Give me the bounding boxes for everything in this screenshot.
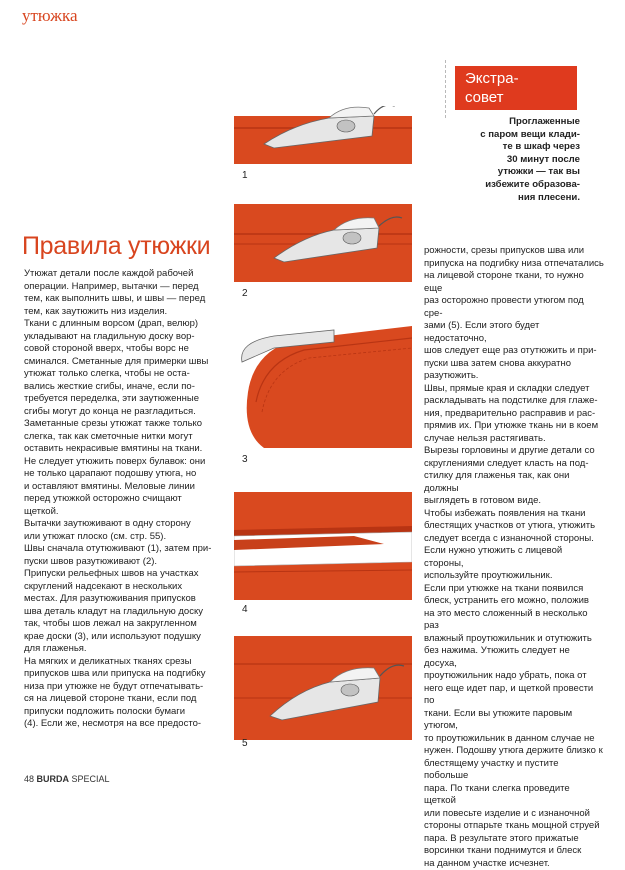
figure-3-number: 3 xyxy=(242,454,248,465)
figure-2-number: 2 xyxy=(242,288,248,299)
tip-line: утюжки — так вы xyxy=(478,166,580,179)
text-line: случае нельзя растягивать. xyxy=(424,433,604,446)
text-line: влажный проутюжильник и отутюжить xyxy=(424,633,604,646)
paragraph xyxy=(24,568,216,656)
text-line: совой стороной вверх, чтобы ворс не xyxy=(24,343,216,356)
text-line: так, чтобы шов лежал на закругленном xyxy=(24,618,216,631)
text-line: перед утюжкой осторожно счищают xyxy=(24,493,216,506)
extra-tip-box xyxy=(455,66,577,110)
text-line: то проутюжильник в данном случае не xyxy=(424,733,604,746)
paragraph xyxy=(24,418,216,456)
tip-line: ния плесени. xyxy=(478,192,580,205)
tip-text xyxy=(478,116,580,204)
text-line: Вырезы горловины и другие детали со xyxy=(424,445,604,458)
text-line: Если нужно утюжить с лицевой стороны, xyxy=(424,545,604,570)
text-line: для глаженья. xyxy=(24,643,216,656)
paragraph xyxy=(24,318,216,418)
text-line: разутюжить. xyxy=(424,370,604,383)
text-line: Заметанные срезы утюжат также только xyxy=(24,418,216,431)
text-line: Вытачки заутюживают в одну сторону xyxy=(24,518,216,531)
text-line: без нажима. Утюжить следует не досуха, xyxy=(424,645,604,670)
tip-title-line2: совет xyxy=(465,88,577,107)
text-line: укладывают на гладильную доску вор- xyxy=(24,331,216,344)
text-line: блеск, устранить его можно, положив xyxy=(424,595,604,608)
text-line: припуски подложить полоски бумаги xyxy=(24,706,216,719)
text-line: припуска на подгибку низа отпечатались xyxy=(424,258,604,271)
text-line: На мягких и деликатных тканях срезы xyxy=(24,656,216,669)
text-line: или повесьте изделие и с изнаночной xyxy=(424,808,604,821)
text-line: на лицевой стороне ткани, то нужно еще xyxy=(424,270,604,295)
page-number: 48 xyxy=(24,774,34,784)
paragraph xyxy=(424,383,604,446)
text-line: Чтобы избежать появления на ткани xyxy=(424,508,604,521)
text-line: на это место сложенный в несколько раз xyxy=(424,608,604,633)
text-line: шов следует еще раз отутюжить и при- xyxy=(424,345,604,358)
text-line: слегка, так как сметочные нитки могут xyxy=(24,431,216,444)
article-column-1 xyxy=(24,268,216,731)
text-line: шва деталь кладут на гладильную доску xyxy=(24,606,216,619)
text-line: пуски шва затем снова аккуратно xyxy=(424,358,604,371)
text-line: стилку для глаженья так, как они должны xyxy=(424,470,604,495)
text-line: вались жесткие сгибы, иначе, если по- xyxy=(24,381,216,394)
text-line: Ткани с длинным ворсом (драп, велюр) xyxy=(24,318,216,331)
text-line: (4). Если же, несмотря на все предосто- xyxy=(24,718,216,731)
article-column-2 xyxy=(424,245,604,870)
paragraph xyxy=(24,518,216,543)
paragraph xyxy=(424,583,604,870)
section-tag: утюжка xyxy=(22,6,78,26)
text-line: блестящему участку и пустите побольше xyxy=(424,758,604,783)
text-line: или утюжат плоско (см. стр. 55). xyxy=(24,531,216,544)
text-line: крае доски (3), или используют подушку xyxy=(24,631,216,644)
tip-line: с паром вещи клади- xyxy=(478,129,580,142)
text-line: Припуски рельефных швов на участках xyxy=(24,568,216,581)
paragraph xyxy=(24,268,216,318)
tip-title-line1: Экстра- xyxy=(465,69,577,88)
tip-line: те в шкаф через xyxy=(478,141,580,154)
figure-1-number: 1 xyxy=(242,170,248,181)
text-line: и оставляют вмятины. Меловые линии xyxy=(24,481,216,494)
magazine-series: SPECIAL xyxy=(72,774,110,784)
figure-5-iron-under-edges xyxy=(234,636,412,740)
text-line: местах. Для разутюживания припусков xyxy=(24,593,216,606)
paragraph xyxy=(424,445,604,508)
text-line: низа при утюжке не будут отпечатывать- xyxy=(24,681,216,694)
text-line: на данном участке исчезнет. xyxy=(424,858,604,870)
text-line: прямив их. При утюжке ткань ни в коем xyxy=(424,420,604,433)
figure-4-paper-strips xyxy=(234,492,412,600)
page-footer xyxy=(24,774,110,784)
text-line: сгибы могут до конца не разгладиться. xyxy=(24,406,216,419)
tip-line: избежите образова- xyxy=(478,179,580,192)
paragraph xyxy=(424,245,604,383)
figure-5-number: 5 xyxy=(242,738,248,749)
text-line: ворсинки ткани поднимутся и блеск xyxy=(424,845,604,858)
text-line: стороны отпарьте ткань мощной струей xyxy=(424,820,604,833)
text-line: пара. В результате этого прижатые xyxy=(424,833,604,846)
text-line: не только царапают подошву утюга, но xyxy=(24,468,216,481)
text-line: зами (5). Если этого будет недостаточно, xyxy=(424,320,604,345)
figure-4-number: 4 xyxy=(242,604,248,615)
text-line: ся на лицевой стороне ткани, если под xyxy=(24,693,216,706)
text-line: нужен. Подошву утюга держите близко к xyxy=(424,745,604,758)
tip-line: 30 минут после xyxy=(478,154,580,167)
text-line: раз осторожно провести утюгом под сре- xyxy=(424,295,604,320)
text-line: раскладывать на подстилке для глаже- xyxy=(424,395,604,408)
text-line: пара. По ткани слегка проведите щеткой xyxy=(424,783,604,808)
text-line: щеткой. xyxy=(24,506,216,519)
paragraph xyxy=(24,656,216,731)
article-title: Правила утюжки xyxy=(22,232,210,261)
text-line: Если при утюжке на ткани появился xyxy=(424,583,604,596)
text-line: блестящих участков от утюга, утюжить xyxy=(424,520,604,533)
text-line: скруглений надсекают в нескольких xyxy=(24,581,216,594)
figure-2-iron-seam-open xyxy=(234,204,412,284)
figure-3-curved-seam-board xyxy=(234,322,412,448)
text-line: утюжат только слегка, чтобы не оста- xyxy=(24,368,216,381)
text-line: рожности, срезы припусков шва или xyxy=(424,245,604,258)
text-line: сминался. Сметанные для примерки швы xyxy=(24,356,216,369)
text-line: припусков шва или припуска на подгибку xyxy=(24,668,216,681)
paragraph xyxy=(24,543,216,568)
text-line: ткани. Если вы утюжите паровым утюгом, xyxy=(424,708,604,733)
text-line: операции. Например, вытачки — перед xyxy=(24,281,216,294)
text-line: Швы сначала отутюживают (1), затем при- xyxy=(24,543,216,556)
text-line: требуется переделка, эти заутюженные xyxy=(24,393,216,406)
text-line: Швы, прямые края и складки следует xyxy=(424,383,604,396)
text-line: выглядеть в готовом виде. xyxy=(424,495,604,508)
paragraph xyxy=(424,508,604,583)
text-line: Не следует утюжить поверх булавок: они xyxy=(24,456,216,469)
paragraph xyxy=(24,456,216,519)
text-line: проутюжильник надо убрать, пока от xyxy=(424,670,604,683)
text-line: Утюжат детали после каждой рабочей xyxy=(24,268,216,281)
text-line: него еще идет пар, и щеткой провести по xyxy=(424,683,604,708)
text-line: оставить некрасивые вмятины на ткани. xyxy=(24,443,216,456)
text-line: ния, предварительно расправив и рас- xyxy=(424,408,604,421)
text-line: используйте проутюжильник. xyxy=(424,570,604,583)
magazine-brand: BURDA xyxy=(37,774,70,784)
text-line: пуски швов разутюживают (2). xyxy=(24,556,216,569)
figure-1-iron-on-seam xyxy=(234,106,412,168)
text-line: тем, как выполнить швы, и швы — перед xyxy=(24,293,216,306)
text-line: следует всегда с изнаночной стороны. xyxy=(424,533,604,546)
text-line: скруглениями следует класть на под- xyxy=(424,458,604,471)
text-line: тем, как заутюжить низ изделия. xyxy=(24,306,216,319)
tip-line: Проглаженные xyxy=(478,116,580,129)
